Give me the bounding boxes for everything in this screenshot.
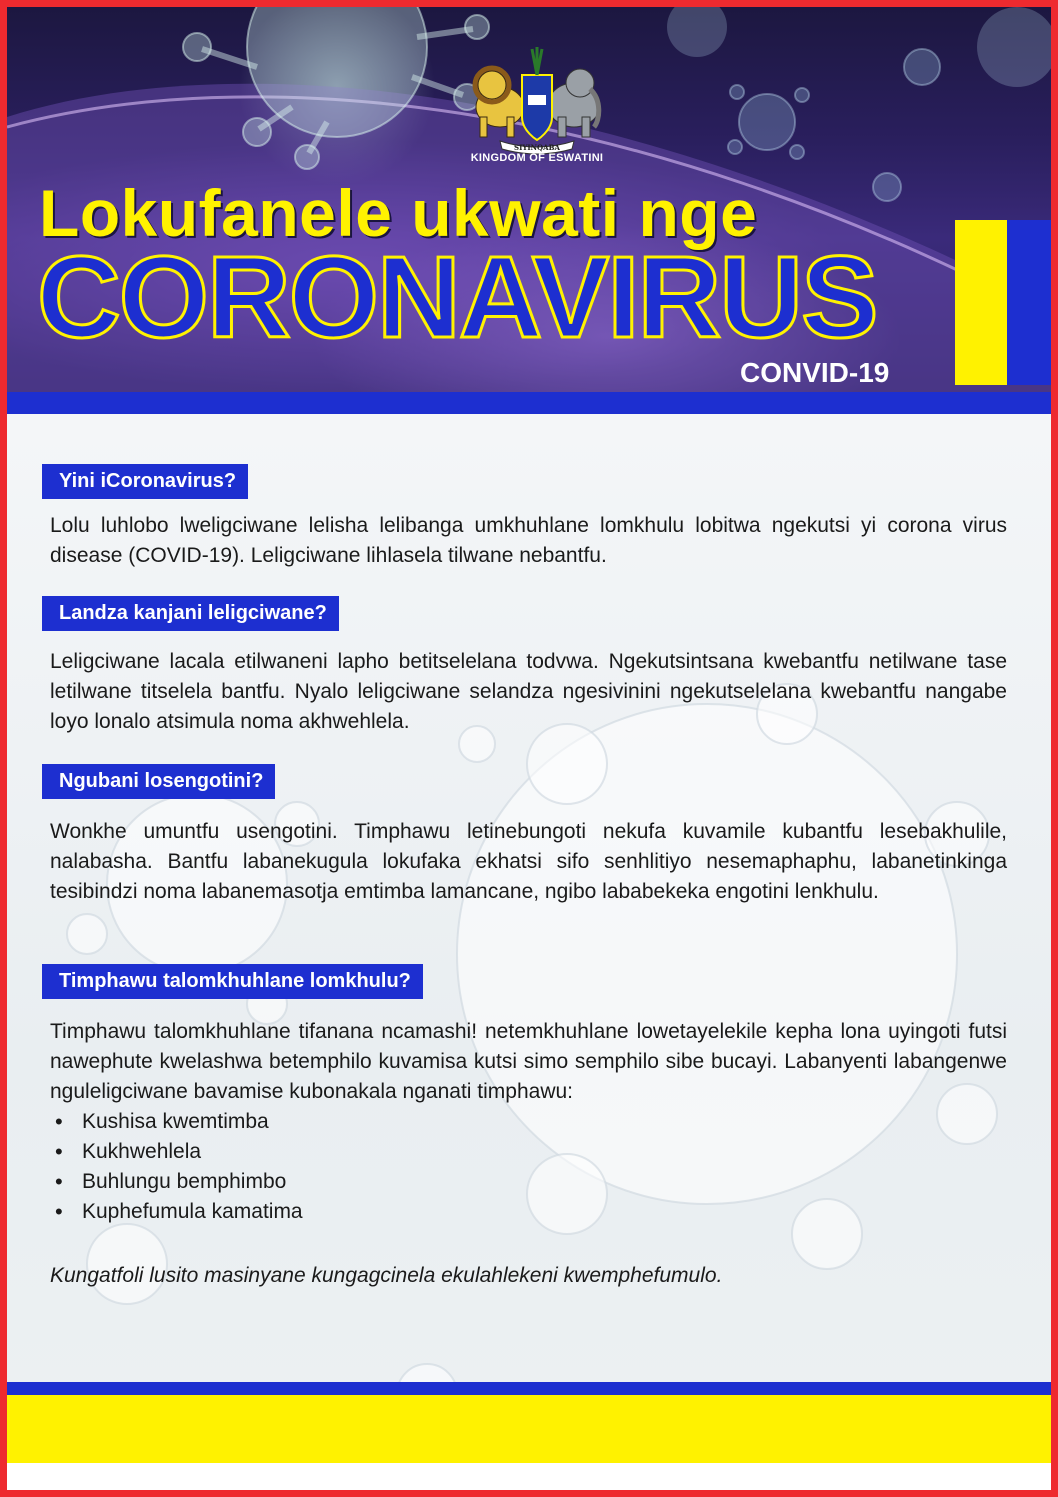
content-area: [7, 414, 1051, 1497]
footer-white-strip: [7, 1463, 1051, 1490]
list-item: [55, 1107, 303, 1137]
list-item: [55, 1137, 303, 1167]
answer-paragraph-2: Leligciwane lacala etilwaneni lapho betitselelana todvwa. Ngekutsintsana kwebantfu netilwane tase letilwane titselela bantfu. Nyalo leligciwane selandza ngesivinini ngekutselelana kwebantfu nangabe loyo lonalo atsimula noma akhwehlela.: [50, 650, 1007, 733]
symptom-text: Kushisa kwemtimba: [82, 1110, 269, 1133]
header-divider-bar: [7, 392, 1051, 414]
bullet-glyph: •: [55, 1199, 63, 1224]
header-banner: [7, 7, 1051, 392]
subtitle: CONVID-19: [740, 357, 890, 388]
coat-of-arms-emblem: [462, 45, 612, 155]
bullet-glyph: •: [55, 1139, 63, 1164]
answer-paragraph-4: Timphawu talomkhuhlane tifanana ncamashi! netemkhuhlane lowetayelekile kepha lona uyingoti futsi nawephute kwelashwa betemphilo kuvamisa kutsi simo semphilo sibe bucayi. Labanyenti labangenwe nguleligciwane bavamise kubonakala nganati timphawu:: [50, 1020, 1007, 1103]
virus-watermark-image: [7, 414, 1051, 1497]
answer-paragraph-3: Wonkhe umuntfu usengotini. Timphawu letinebungoti nekufa kuvamile kubantfu lesebakhulile, nalabasha. Bantfu labanekugula lokufaka ekhatsi sifo senhlitiyo nesemaphaphu, labanetinkinga tesibindzi noma labanemasotja emtimba lamancane, ngibo lababekeka engotini lenkhulu.: [50, 820, 1007, 903]
emblem-motto: SIYINQABA: [514, 143, 560, 152]
warning-note: Kungatfoli lusito masinyane kungagcinela ekulahlekeni kwemphefumulo.: [50, 1264, 723, 1287]
blue-flag-stripe: [1007, 220, 1051, 385]
question-heading-3: Ngubani losengotini?: [42, 764, 275, 799]
question-heading-2: Landza kanjani leligciwane?: [42, 596, 339, 631]
question-heading-1: Yini iCoronavirus?: [42, 464, 248, 499]
yellow-flag-stripe: [955, 220, 1007, 385]
title-line-1: Lokufanele ukwati nge: [39, 176, 758, 250]
kingdom-label: KINGDOM OF ESWATINI: [470, 152, 604, 164]
list-item: [55, 1167, 303, 1197]
symptom-text: Kuphefumula kamatima: [82, 1200, 303, 1223]
answer-paragraph-1: Lolu luhlobo lweligciwane lelisha lelibanga umkhuhlane lomkhulu lobitwa ngekutsi yi corona virus disease (COVID-19). Leligciwane lihlasela tilwane nebantfu.: [50, 514, 1007, 567]
footer-blue-bar: [7, 1382, 1051, 1395]
symptom-text: Kukhwehlela: [82, 1140, 202, 1163]
symptom-text: Buhlungu bemphimbo: [82, 1170, 287, 1193]
list-item: [55, 1197, 303, 1227]
footer-yellow-bar: [7, 1395, 1051, 1463]
title-line-2: CORONAVIRUS: [37, 232, 877, 362]
symptom-list: [55, 1107, 303, 1227]
question-heading-4: Timphawu talomkhuhlane lomkhulu?: [42, 964, 423, 999]
bullet-glyph: •: [55, 1109, 63, 1134]
bullet-glyph: •: [55, 1169, 63, 1194]
